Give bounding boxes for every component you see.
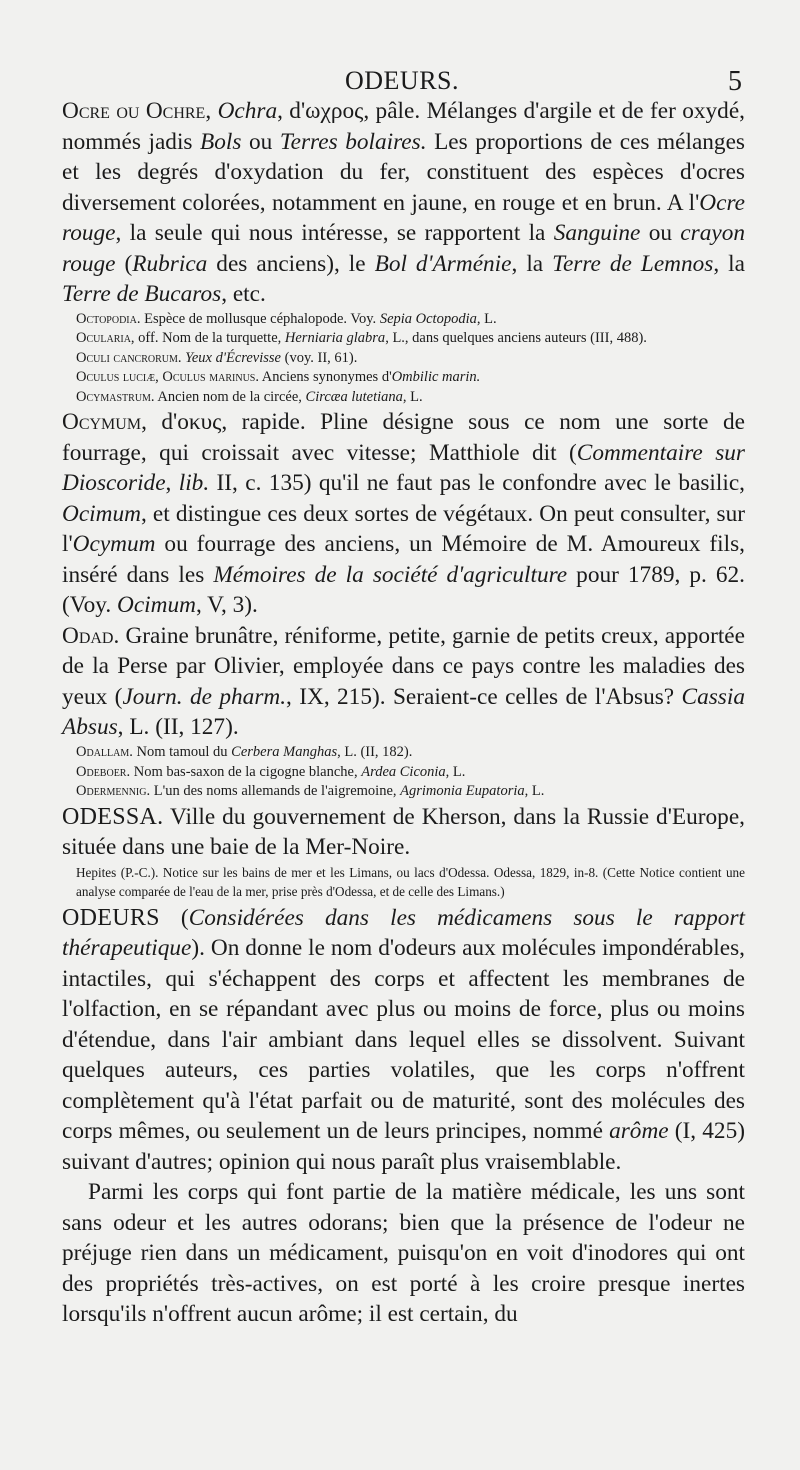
entry-italic: Ocymum (72, 531, 156, 558)
entry-text: , L. (445, 763, 466, 780)
entry-text: , off. Nom de la turquette, (130, 330, 285, 347)
entry-italic: Cerbera Manghas (231, 743, 338, 760)
page-number: 5 (728, 66, 742, 97)
entry-text: Graine brunâtre, réniforme, petite, garnie de petits creux, apportée de la Perse par Olivier, employée dans ce pays contre les maladies des yeux ( (62, 622, 745, 710)
entry-italic: crayon rouge (62, 220, 745, 277)
entry-italic: Sanguine (553, 220, 641, 246)
entry-text: , d'ωχρος, pâle. Mélanges d'argile et de fer oxydé, nommés jadis (62, 98, 745, 155)
entry-text: Les proportions de ces mélanges et les degrés d'oxydation du fer, constituent des espèces d'ocres diversement colorées, notamment en jaune, en rouge et en brun. A l' (62, 128, 745, 216)
entry-text: ). On donne le nom d'odeurs aux molécules impondérables, intactiles, qui s'échappent des corps et affectent les membranes de l'olfaction, en se répandant avec plus ou moins de force, plus ou moins d'étendue, dans l'air ambiant dans lequel elles se dissolvent. Suivant quelques auteurs, ces parties volatiles, que les corps n'offrent complètement qu'à l'état parfait ou de maturité, sont des molécules des corps mêmes, ou seulement un de leurs principes, nommé (62, 935, 745, 1145)
entry-italic: Terres bolaires. (279, 128, 427, 155)
entry-text: ( (115, 250, 133, 277)
entry-italic: Yeux d'Écrevisse (185, 349, 281, 366)
entry-italic: Ocimum (117, 592, 196, 619)
entry-term: Ocymum (62, 409, 142, 436)
entry-odermennig (62, 782, 745, 802)
entry-text: Ancien nom de la circée, (154, 388, 306, 405)
entry-text: Nom tamoul du (132, 743, 232, 760)
entry-ocularia (62, 329, 745, 349)
entry-odeurs (62, 903, 745, 1178)
entry-italic: arôme (609, 1118, 669, 1145)
entry-text: , etc. (221, 281, 266, 307)
entry-text: , (165, 470, 179, 497)
entry-text: , L. (524, 783, 545, 800)
entry-odallam (62, 743, 745, 763)
page-body (62, 96, 745, 1330)
entry-italic: lib. (178, 470, 210, 497)
entry-italic: Considérées dans les médicamens sous le rapport thérapeutique (62, 904, 745, 962)
entry-text: , la (713, 250, 745, 277)
entry-octopodia (62, 310, 745, 330)
entry-text: ou (241, 128, 280, 155)
entry-text: , V, 3). (195, 592, 258, 619)
entry-term: Ocymastrum. (76, 388, 155, 405)
entry-text: , IX, 215). Seraient-ce celles de l'Absus? (286, 683, 682, 710)
entry-ocymastrum (62, 388, 745, 408)
entry-term: ODESSA. (62, 803, 164, 830)
entry-italic: Circæa lutetiana (305, 388, 403, 405)
entry-italic: Ocimum (62, 500, 141, 527)
entry-text: (voy. II, 61). (281, 349, 358, 366)
entry-text: , L., dans quelques anciens auteurs (III, 488). (385, 330, 647, 347)
entry-term: Ocularia (76, 330, 131, 347)
entry-text: (I, 425) suivant d'autres; opinion qui nous paraît plus vraisemblable. (62, 1118, 745, 1175)
entry-odad (62, 621, 745, 743)
entry-italic: Sepia Octopodia (379, 310, 477, 327)
entry-text: , la seule qui nous intéresse, se rapportent la (115, 220, 554, 246)
entry-italic: Rubrica (132, 250, 208, 277)
entry-term: Odeboer. (76, 763, 131, 780)
entry-italic: Bol d'Arménie (374, 250, 512, 277)
entry-text: L'un des noms allemands de l'aigremoine, (150, 783, 401, 800)
entry-text: , (205, 98, 218, 124)
entry-text: , L. (II, 182). (337, 743, 413, 760)
entry-italic: Mémoires de la société d'agriculture (213, 561, 568, 588)
entry-ocre (62, 96, 745, 310)
entry-odeboer (62, 763, 745, 783)
entry-term: Octopodia. (76, 310, 141, 327)
entry-text: Ville du gouvernement de Kherson, dans la Russie d'Europe, située dans une baie de la Mer-Noire. (62, 803, 745, 861)
entry-italic: Terre de Bucaros (62, 281, 222, 307)
entry-italic: Ochra (217, 98, 278, 124)
entry-term: Oculus luciæ, Oculus marinus. (76, 369, 259, 386)
entry-ocymum (62, 407, 745, 621)
entry-italic: Herniaria glabra (284, 330, 386, 347)
entry-italic: Commentaire sur Dioscoride (62, 439, 745, 497)
entry-text: , et distingue ces deux sortes de végétaux. On peut consulter, sur l' (62, 500, 745, 558)
entry-oculi (62, 349, 745, 369)
entry-text: Nom bas-saxon de la cigogne blanche, (130, 763, 362, 780)
entry-term: Odallam. (76, 743, 133, 760)
entry-text: Espèce de mollusque céphalopode. Voy. (140, 310, 380, 327)
entry-odessa-note: Hepites (P.-C.). Notice sur les bains de mer et les Limans, ou lacs d'Odessa. Odessa, 1829, in-8. (Cette Notice contient une analyse comparée de l'eau de la mer, prise près d'Odessa, et de celle des Limans.) (76, 864, 745, 899)
entry-text: , la (511, 250, 553, 277)
entry-odessa (62, 802, 745, 863)
entry-oculus (62, 368, 745, 388)
entry-text: , L. (402, 388, 423, 405)
entry-text: , L. (476, 310, 497, 327)
entry-text: ou fourrage des anciens, un Mémoire de M. Amoureux fils, inséré dans les (62, 531, 745, 588)
entry-term: ODEURS (62, 904, 160, 931)
entry-text: Anciens synonymes d' (258, 369, 392, 386)
entry-term: Ocre ou Ochre (62, 98, 206, 124)
entry-italic: Ombilic marin. (391, 369, 481, 386)
entry-italic: Agrimonia Eupatoria (400, 783, 525, 800)
entry-text: ou (640, 220, 681, 246)
entry-italic: Ocre rouge (62, 189, 745, 246)
entry-italic: Journ. de pharm. (122, 683, 287, 710)
entry-text: des anciens), le (207, 250, 375, 277)
paragraph-parmi: Parmi les corps qui font partie de la matière médicale, les uns sont sans odeur et les autres odorans; bien que la présence de l'odeur ne préjuge rien dans un médicament, puisqu'on en voit d'inodores qui ont des propriétés très-actives, on est porté à les croire presque inertes lorsqu'ils n'offrent aucun arôme; il est certain, du (62, 1179, 745, 1328)
entry-italic: Cassia Absus (62, 683, 745, 741)
entry-term: Oculi cancrorum. (76, 349, 182, 366)
entry-italic: Ardea Ciconia (361, 763, 446, 780)
entry-text: pour 1789, p. 62. (Voy. (62, 561, 745, 619)
entry-italic: Bols (200, 128, 242, 155)
running-head: ODEURS. (344, 66, 459, 95)
entry-text: ( (159, 904, 189, 931)
entry-italic: Terre de Lemnos (552, 250, 714, 277)
entry-text: , L. (II, 127). (117, 714, 239, 741)
entry-text: , d'οκυς, rapide. Pline désigne sous ce nom une sorte de fourrage, qui croissait avec vitesse; Matthiole dit ( (62, 409, 745, 466)
entry-text: II, c. 135) qu'il ne faut pas le confondre avec le basilic, (209, 470, 745, 497)
entry-term: Odermennig. (76, 783, 151, 800)
entry-term: Odad. (62, 622, 120, 649)
